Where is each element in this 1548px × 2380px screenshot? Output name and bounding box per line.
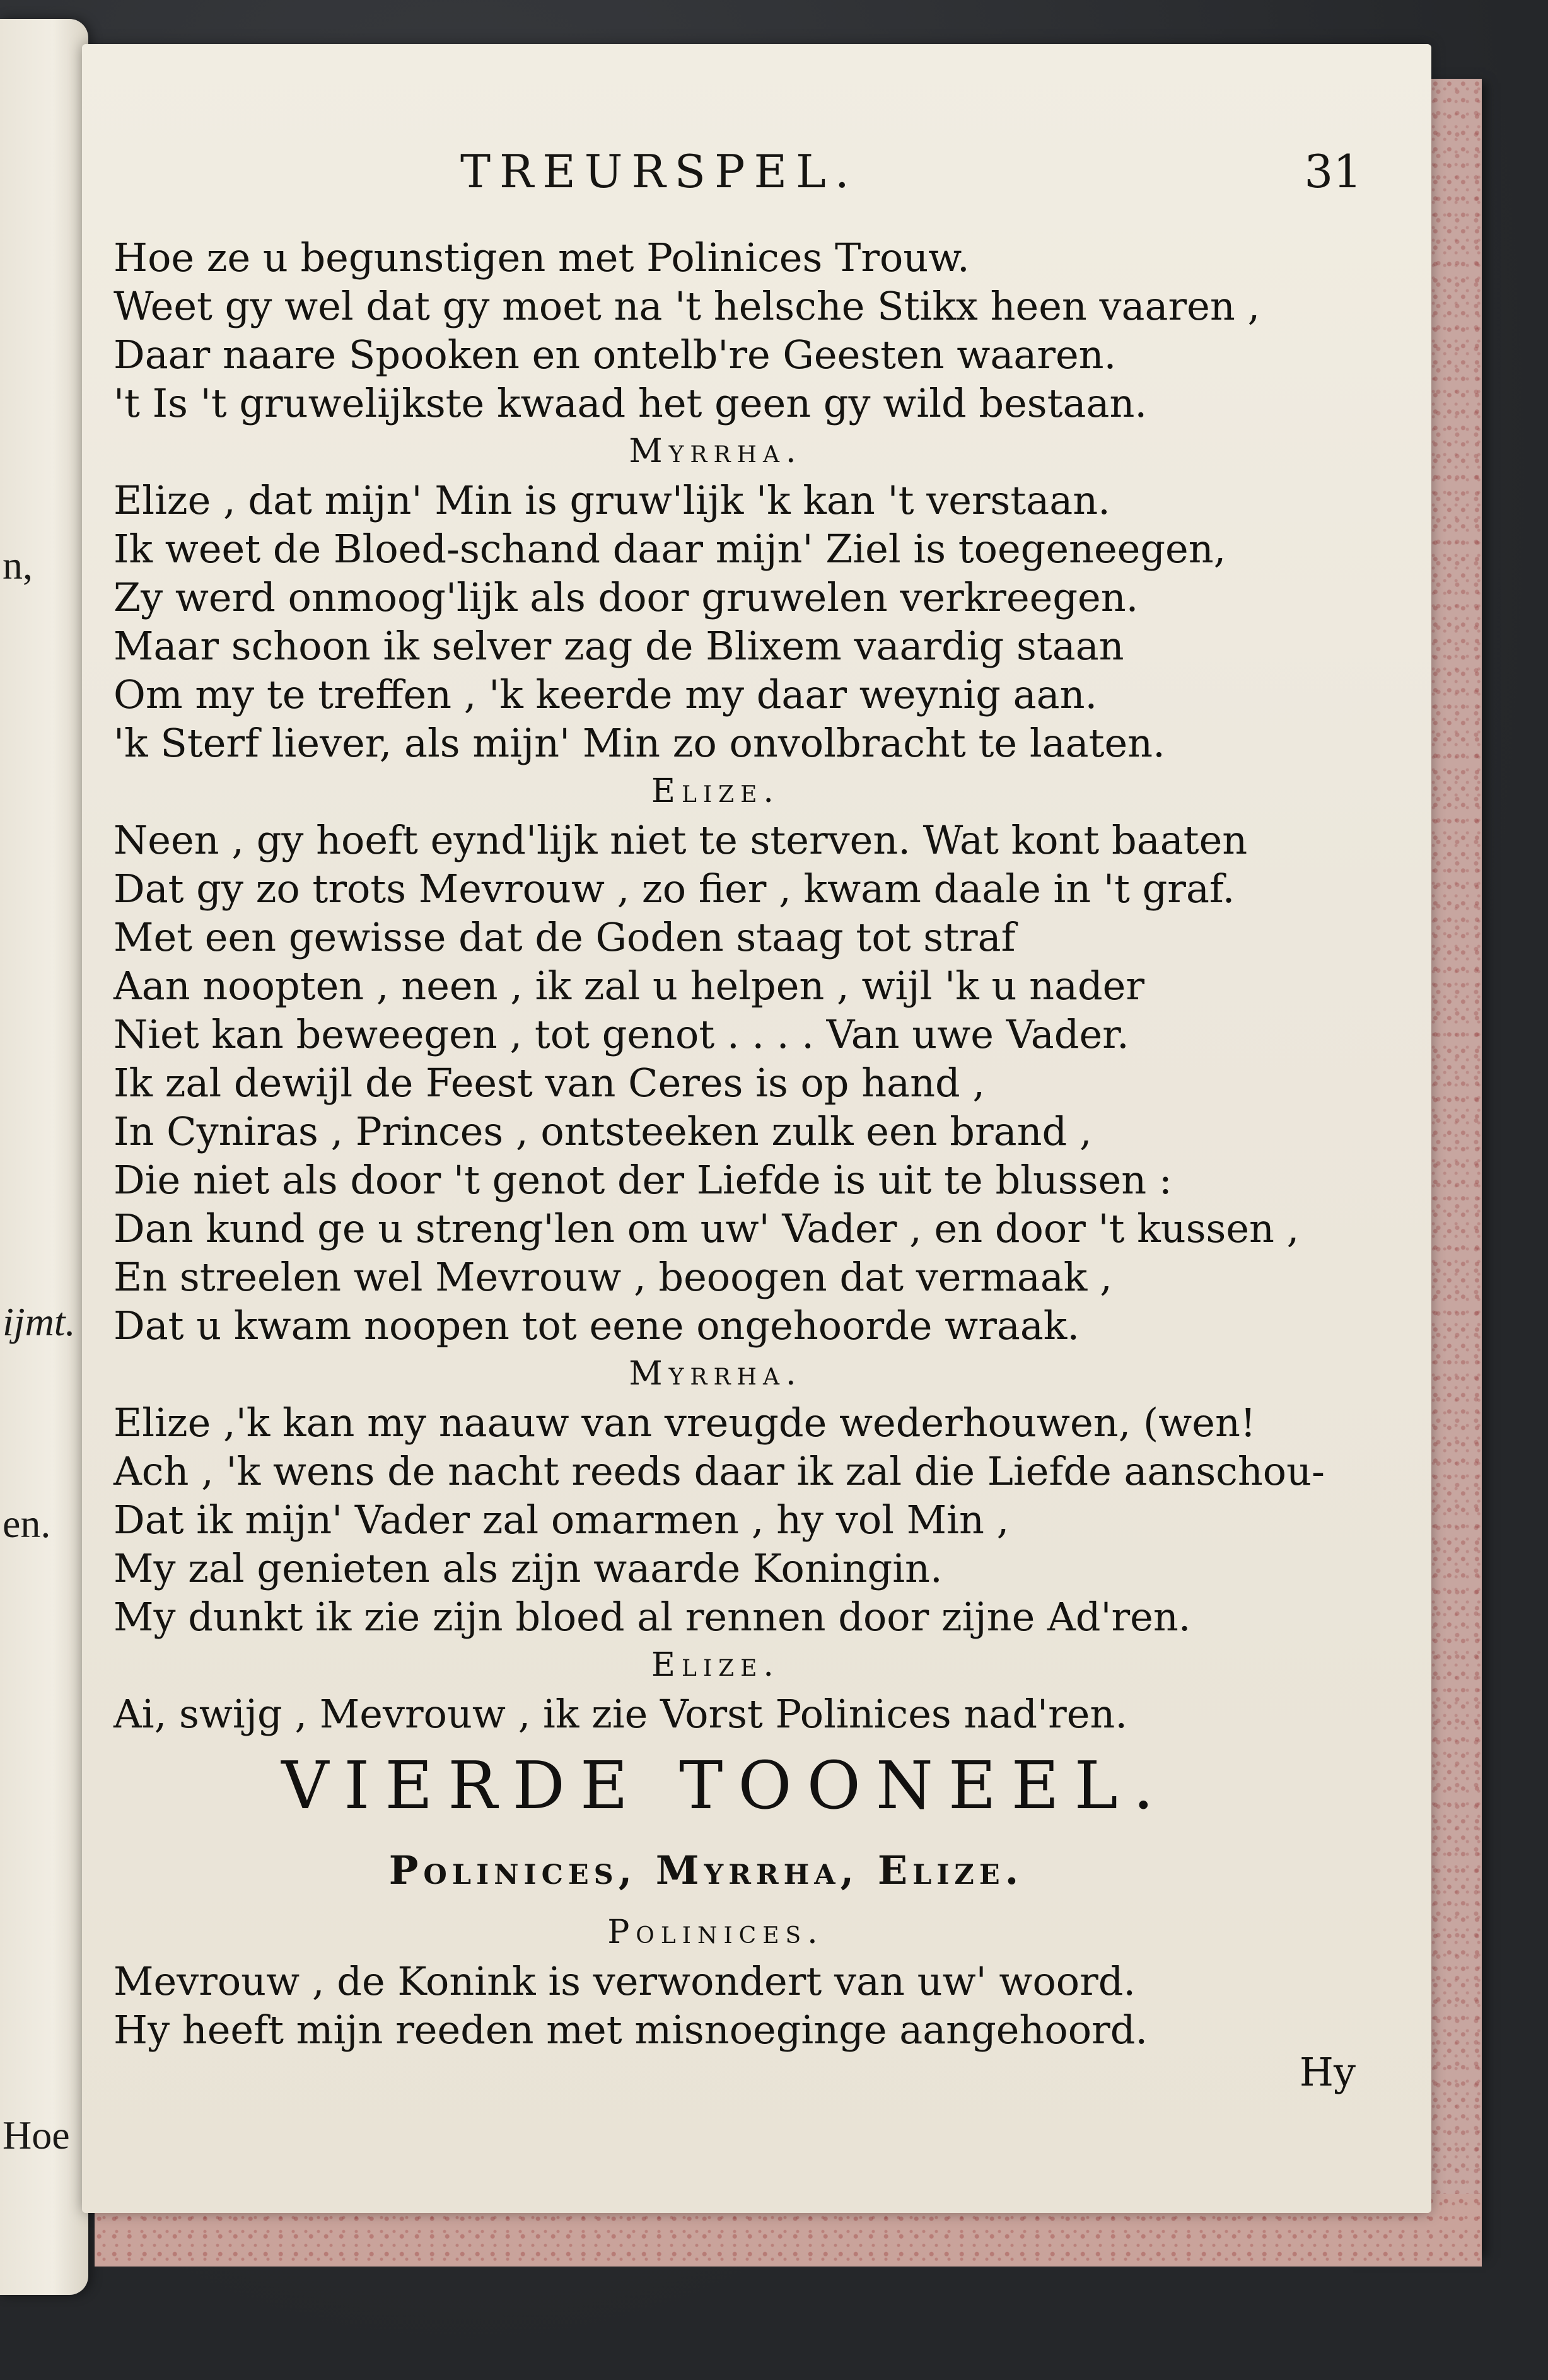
page-number: 31	[1304, 145, 1362, 198]
speaker-name: Polinices.	[607, 1913, 824, 1951]
verse-line: My zal genieten als zijn waarde Koningin.	[113, 1545, 943, 1591]
verse-line: Ach , 'k wens de nacht reeds daar ik zal die Liefde aanschou-	[113, 1448, 1325, 1494]
verse-line: Dat u kwam noopen tot eene ongehoorde wraak.	[113, 1303, 1080, 1349]
running-head: TREURSPEL.	[460, 145, 858, 198]
verse-line: Aan noopten , neen , ik zal u helpen , wijl 'k u nader	[113, 963, 1145, 1009]
page-header	[113, 145, 1362, 208]
verse-line: Weet gy wel dat gy moet na 't helsche Stikx heen vaaren ,	[113, 283, 1260, 329]
verse-line: Elize ,'k kan my naauw van vreugde wederhouwen, (wen!	[113, 1400, 1256, 1446]
verse-line: Mevrouw , de Konink is verwondert van uw' woord.	[113, 1958, 1136, 2004]
catchword: Hy	[1299, 2049, 1356, 2095]
page-content	[113, 44, 1400, 2213]
speaker-name: Myrrha.	[629, 1355, 803, 1393]
verse-line: Dat ik mijn' Vader zal omarmen , hy vol Min ,	[113, 1497, 1010, 1543]
verse-line: En streelen wel Mevrouw , beoogen dat vermaak ,	[113, 1254, 1112, 1300]
verse-line: Dat gy zo trots Mevrouw , zo fier , kwam daale in 't graf.	[113, 866, 1235, 912]
speaker-name: Myrrha.	[629, 432, 803, 470]
verse-line: Ai, swijg , Mevrouw , ik zie Vorst Polinices nad'ren.	[113, 1691, 1128, 1737]
text-block	[113, 233, 1375, 2054]
scene-cast: Polinices, Myrrha, Elize.	[388, 1847, 1024, 1893]
speaker-name: Elize.	[651, 1646, 780, 1684]
left-page-fragment: n,	[3, 543, 33, 588]
verse-line: Met een gewisse dat de Goden staag tot straf	[113, 914, 1016, 960]
verse-line: Neen , gy hoeft eynd'lijk niet te sterven. Wat kont baaten	[113, 817, 1248, 863]
verse-line: Ik zal dewijl de Feest van Ceres is op hand ,	[113, 1060, 986, 1106]
verse-line: Maar schoon ik selver zag de Blixem vaardig staan	[113, 623, 1124, 669]
verse-line: 't Is 't gruwelijkste kwaad het geen gy wild bestaan.	[113, 380, 1148, 426]
verse-line: Niet kan beweegen , tot genot . . . . Van uwe Vader.	[113, 1011, 1129, 1057]
verse-line: Elize , dat mijn' Min is gruw'lijk 'k kan 't verstaan.	[113, 477, 1110, 523]
left-page-fragment: ijmt.	[3, 1299, 76, 1344]
book-page	[82, 44, 1431, 2213]
speaker-name: Elize.	[651, 772, 780, 810]
verse-line: My dunkt ik zie zijn bloed al rennen door zijne Ad'ren.	[113, 1594, 1191, 1640]
verse-line: Daar naare Spooken en ontelb're Geesten waaren.	[113, 332, 1117, 378]
verse-line: Hy heeft mijn reeden met misnoeginge aangehoord.	[113, 2007, 1148, 2053]
verse-line: Ik weet de Bloed-schand daar mijn' Ziel is toegeneegen,	[113, 526, 1226, 572]
verse-line: In Cyniras , Princes , ontsteeken zulk een brand ,	[113, 1108, 1092, 1154]
verse-line: 'k Sterf liever, als mijn' Min zo onvolbracht te laaten.	[113, 720, 1165, 766]
left-page-fragment: en.	[3, 1501, 51, 1546]
verse-line: Die niet als door 't genot der Liefde is uit te blussen :	[113, 1157, 1172, 1203]
left-page-fragment: Hoe	[3, 2113, 70, 2157]
verse-line: Dan kund ge u streng'len om uw' Vader , en door 't kussen ,	[113, 1205, 1300, 1251]
scene-title: VIERDE TOONEEL.	[281, 1747, 1169, 1824]
left-page-edge	[0, 19, 88, 2295]
verse-line: Zy werd onmoog'lijk als door gruwelen verkreegen.	[113, 574, 1139, 620]
verse-line: Hoe ze u begunstigen met Polinices Trouw.	[113, 235, 970, 281]
verse-line: Om my te treffen , 'k keerde my daar weynig aan.	[113, 671, 1098, 717]
